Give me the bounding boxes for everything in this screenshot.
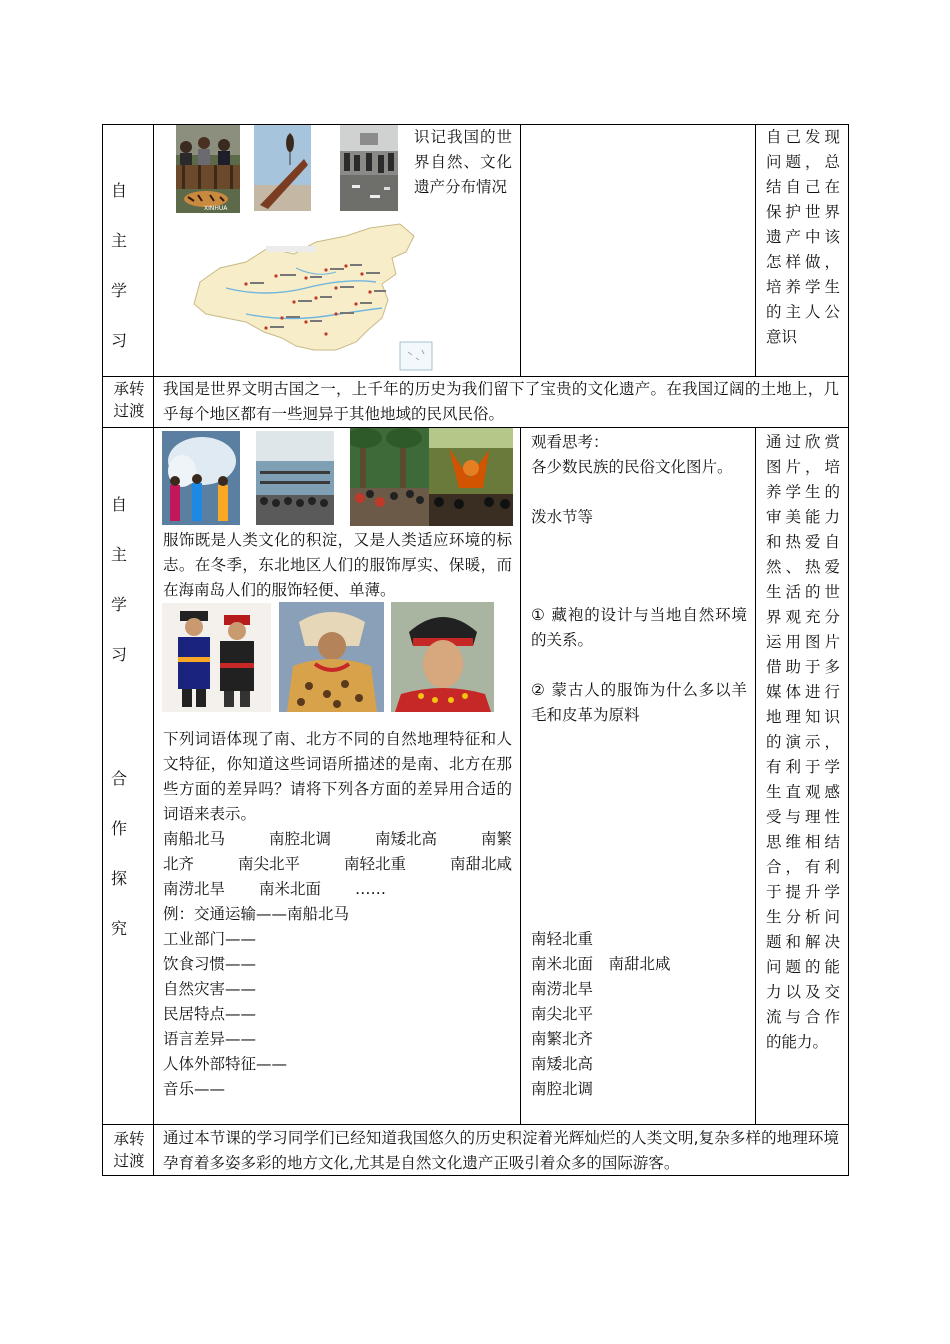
label-char: 探 (110, 869, 127, 888)
heritage-photo-tigers (176, 125, 240, 213)
transition-label: 承转过渡 (113, 380, 145, 420)
idiom: 南矮北高 (374, 830, 437, 848)
idiom-line (163, 852, 512, 877)
activity-line: 各少数民族的民俗文化图片。 (531, 458, 733, 476)
transition-label: 承转过渡 (113, 1130, 145, 1170)
category-item: 人体外部特征—— (163, 1055, 288, 1073)
festival-crowd-photo (350, 428, 429, 526)
idiom: 南繁 (480, 830, 512, 848)
idiom: 北齐 (163, 855, 195, 873)
answer-item: 南繁北齐 (531, 1030, 594, 1048)
transition-text: 通过本节课的学习同学们已经知道我国悠久的历史积淀着光辉灿烂的人类文明,复杂多样的地理环境孕育着多姿多彩的地方文化,尤其是自然文化遗产正吸引着众多的国际游客。 (163, 1129, 839, 1172)
activity-line: 观看思考： (531, 433, 609, 451)
tibetan-costume-photo (279, 602, 384, 712)
category-item: 音乐—— (163, 1080, 226, 1098)
water-festival-photo (162, 431, 240, 525)
label-char: 习 (110, 645, 127, 664)
yi-costume-photo (391, 602, 494, 712)
label-char: 作 (110, 819, 127, 838)
answer-item: 南腔北调 (531, 1080, 594, 1098)
activity-line: 泼水节等 (531, 508, 594, 526)
label-char: 自 (110, 181, 127, 200)
photo-caption: XINHUA (204, 205, 228, 212)
label-char: 习 (110, 331, 127, 350)
idiom: 南船北马 (163, 830, 226, 848)
idiom-line (163, 827, 512, 852)
label-char: 自 (110, 495, 127, 514)
idiom: 南腔北调 (268, 830, 331, 848)
label-char: 合 (110, 769, 127, 788)
ethnic-dance-photo (429, 428, 513, 526)
label-char: 主 (110, 231, 127, 250)
idiom-line (163, 877, 386, 902)
heritage-photo-crowd (340, 125, 398, 211)
answer-item: 南米北面 南甜北咸 (531, 955, 671, 973)
answer-item: 南尖北平 (531, 1005, 594, 1023)
category-item: 饮食习惯—— (163, 955, 257, 973)
clothing-text: 服饰既是人类文化的积淀，又是人类适应环境的标志。在冬季，东北地区人们的服饰厚实、保暖，而在海南岛人们的服饰轻便、单薄。 (163, 531, 512, 599)
label-char: 学 (110, 281, 127, 300)
label-char: 主 (110, 545, 127, 564)
answer-item: 南矮北高 (531, 1055, 594, 1073)
mongolian-costume-photo (162, 603, 271, 712)
category-item: 自然灾害—— (163, 980, 257, 998)
category-item: 民居特点—— (163, 1005, 257, 1023)
dragon-boat-photo (256, 431, 334, 525)
activity-question-1: ① 藏袍的设计与当地自然环境的关系。 (531, 606, 747, 649)
idiom: 南甜北咸 (449, 855, 512, 873)
idiom: 南轻北重 (343, 855, 406, 873)
question-text: 下列词语体现了南、北方不同的自然地理特征和人文特征，你知道这些词语所描述的是南、北方在那些方面的差异吗？请将下列各方面的差异用合适的词语来表示。 (163, 730, 512, 823)
row1-content-text: 识记我国的世界自然、文化遗产分布情况 (414, 128, 512, 196)
heritage-photo-tree (254, 125, 311, 211)
category-item: 语言差异—— (163, 1030, 257, 1048)
example-text: 例：交通运输——南船北马 (163, 905, 350, 923)
china-heritage-map (186, 218, 444, 376)
row1-note-text: 自己发现问题，总结自己在保护世界遗产中该怎样做，培养学生的主人公意识 (766, 128, 840, 346)
label-char: 究 (110, 919, 127, 938)
idiom: 南尖北平 (237, 855, 300, 873)
row2-note-text: 通过欣赏图片，培养学生的审美能力和热爱自然、热爱生活的世界观充分运用图片借助于多媒体进行地理知识的演示，有利于学生直观感受与理性思维相结合，有利于提升学生分析问题和解决问题的能力以及交流与合作的能力。 (766, 433, 840, 1051)
transition-text: 我国是世界文明古国之一，上千年的历史为我们留下了宝贵的文化遗产。在我国辽阔的土地上，几乎每个地区都有一些迥异于其他地域的民风民俗。 (163, 380, 839, 423)
idiom: …… (355, 880, 387, 898)
idiom: 南涝北旱 (163, 880, 226, 898)
answer-item: 南轻北重 (531, 930, 594, 948)
idiom: 南米北面 (259, 880, 322, 898)
category-item: 工业部门—— (163, 930, 257, 948)
activity-question-2: ② 蒙古人的服饰为什么多以羊毛和皮革为原料 (531, 681, 747, 724)
answer-item: 南涝北旱 (531, 980, 594, 998)
label-char: 学 (110, 595, 127, 614)
